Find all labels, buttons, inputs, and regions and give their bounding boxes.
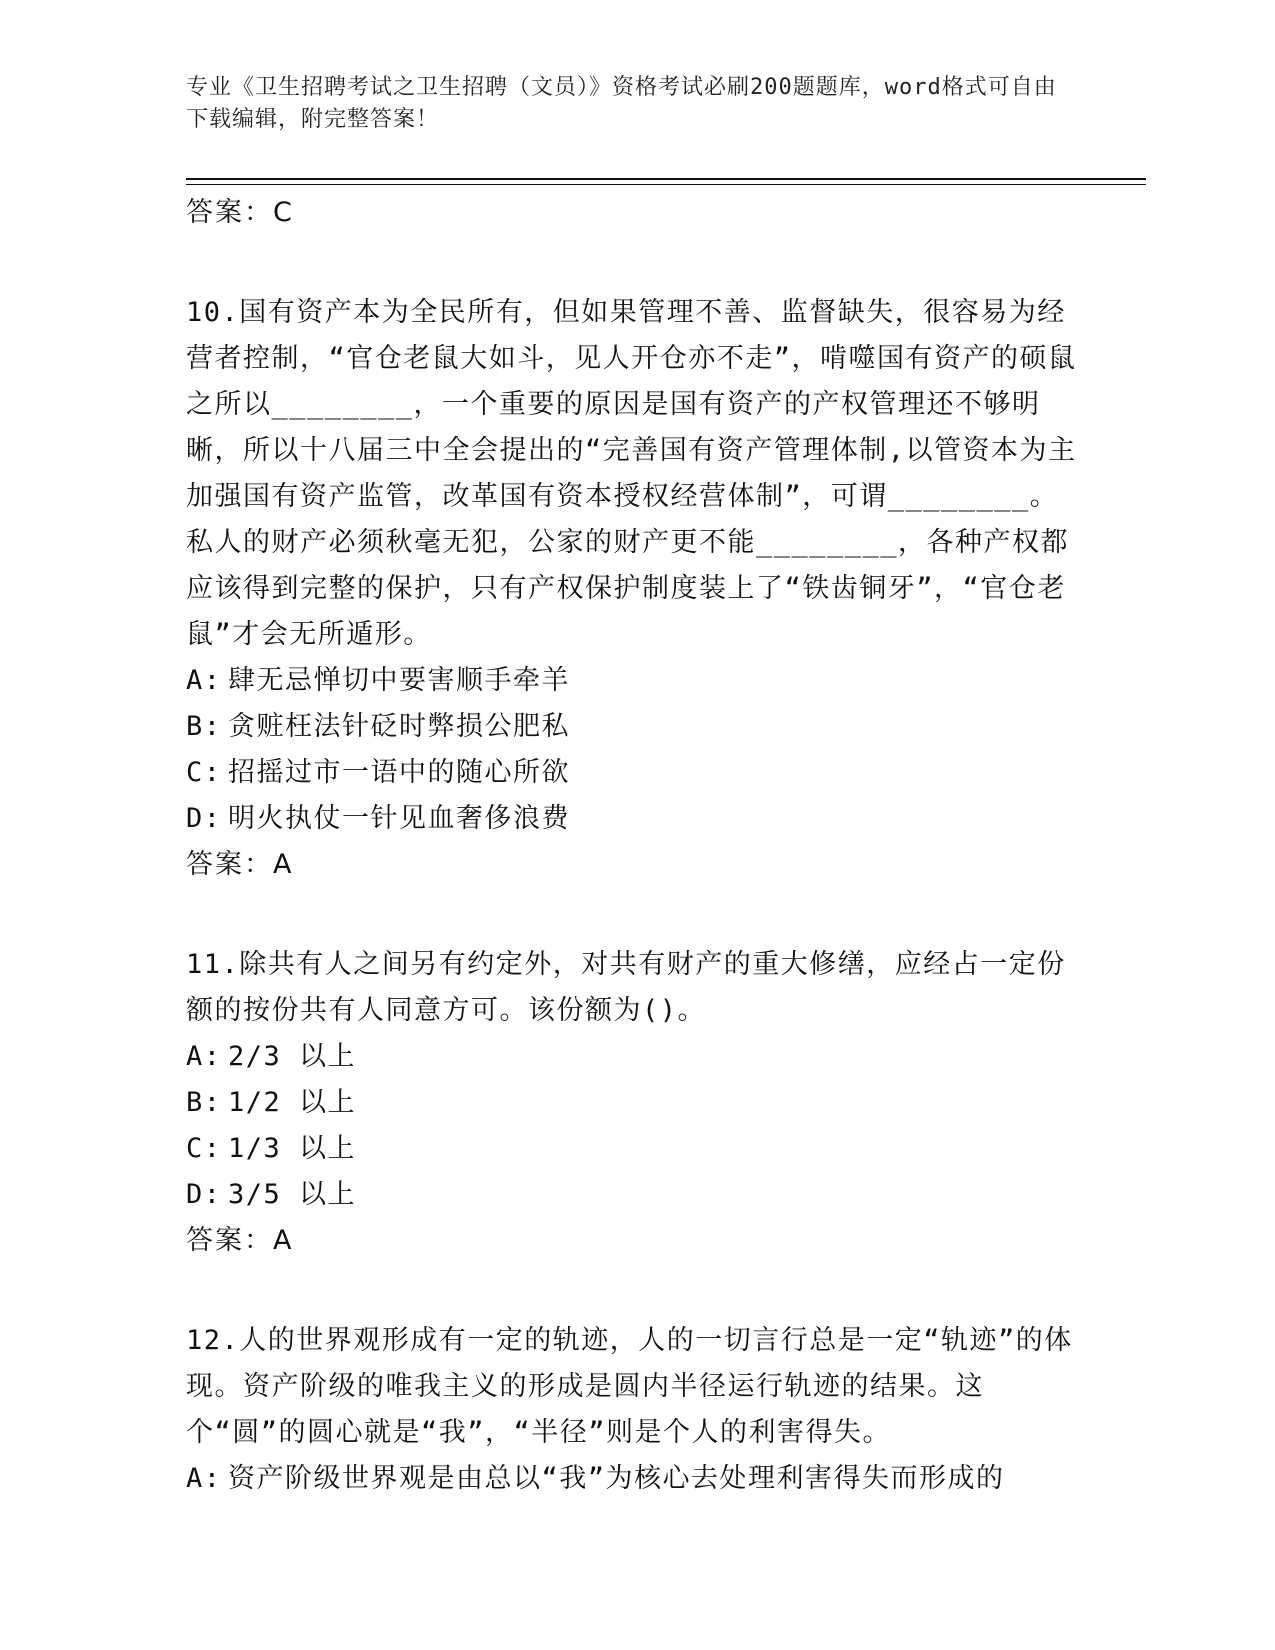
header-rule-thick — [186, 178, 1146, 180]
answer-value: A — [273, 849, 292, 880]
answer-label: 答案： — [186, 197, 273, 228]
option-key: A: — [186, 1041, 222, 1072]
question-number: 12. — [186, 1325, 240, 1356]
page-header-text: 专业《卫生招聘考试之卫生招聘（文员）》资格考试必刷200题题库，word格式可自由下载编辑，附完整答案！ — [186, 75, 1057, 132]
question-text: 除共有人之间另有约定外，对共有财产的重大修缮，应经占一定份额的按份共有人同意方可。该份额为()。 — [186, 949, 1066, 1026]
option-text: 肆无忌惮切中要害顺手牵羊 — [228, 665, 570, 696]
option-d — [186, 796, 1086, 842]
question-number: 10. — [186, 297, 240, 328]
option-text: 3/5 以上 — [228, 1179, 357, 1210]
answer-label: 答案： — [186, 1225, 273, 1256]
option-text: 招摇过市一语中的随心所欲 — [228, 757, 570, 788]
option-text: 1/2 以上 — [228, 1087, 357, 1118]
option-d — [186, 1172, 1086, 1218]
option-key: C: — [186, 757, 222, 788]
answer-line — [186, 190, 1086, 236]
option-key: A: — [186, 665, 222, 696]
option-c — [186, 750, 1086, 796]
option-text: 资产阶级世界观是由总以“我”为核心去处理利害得失而形成的 — [228, 1463, 1005, 1494]
option-a — [186, 1456, 1086, 1502]
option-text: 2/3 以上 — [228, 1041, 357, 1072]
answer-value: C — [273, 197, 292, 228]
answer-value: A — [273, 1225, 292, 1256]
option-b — [186, 1080, 1086, 1126]
option-a — [186, 658, 1086, 704]
answer-label: 答案： — [186, 849, 273, 880]
option-key: A: — [186, 1463, 222, 1494]
question-number: 11. — [186, 949, 240, 980]
header-rule-thin — [186, 184, 1146, 185]
option-key: B: — [186, 711, 222, 742]
option-key: B: — [186, 1087, 222, 1118]
question-12 — [186, 1318, 1086, 1456]
question-text: 人的世界观形成有一定的轨迹，人的一切言行总是一定“轨迹”的体现。资产阶级的唯我主义的形成是圆内半径运行轨迹的结果。这个“圆”的圆心就是“我”，“半径”则是个人的利害得失。 — [186, 1325, 1073, 1448]
document-body — [186, 190, 1086, 1502]
option-c — [186, 1126, 1086, 1172]
question-10 — [186, 290, 1086, 658]
question-11 — [186, 942, 1086, 1034]
option-key: D: — [186, 1179, 222, 1210]
option-a — [186, 1034, 1086, 1080]
question-text: 国有资产本为全民所有，但如果管理不善、监督缺失，很容易为经营者控制，“官仓老鼠大如斗，见人开仓亦不走”，啃噬国有资产的硕鼠之所以________，一个重要的原因是国有资产的产权管理还不够明晰，所以十八届三中全会提出的“完善国有资产管理体制,以管资本为主加强国有资产监管，改革国有资本授权经营体制”，可谓________。私人的财产必须秋毫无犯，公家的财产更不能________，各种产权都应该得到完整的保护，只有产权保护制度装上了“铁齿铜牙”，“官仓老鼠”才会无所遁形。 — [186, 297, 1077, 650]
option-text: 1/3 以上 — [228, 1133, 357, 1164]
option-key: C: — [186, 1133, 222, 1164]
option-b — [186, 704, 1086, 750]
option-text: 明火执仗一针见血奢侈浪费 — [228, 803, 570, 834]
option-key: D: — [186, 803, 222, 834]
option-text: 贪赃枉法针砭时弊损公肥私 — [228, 711, 570, 742]
answer-line — [186, 1218, 1086, 1264]
answer-line — [186, 842, 1086, 888]
